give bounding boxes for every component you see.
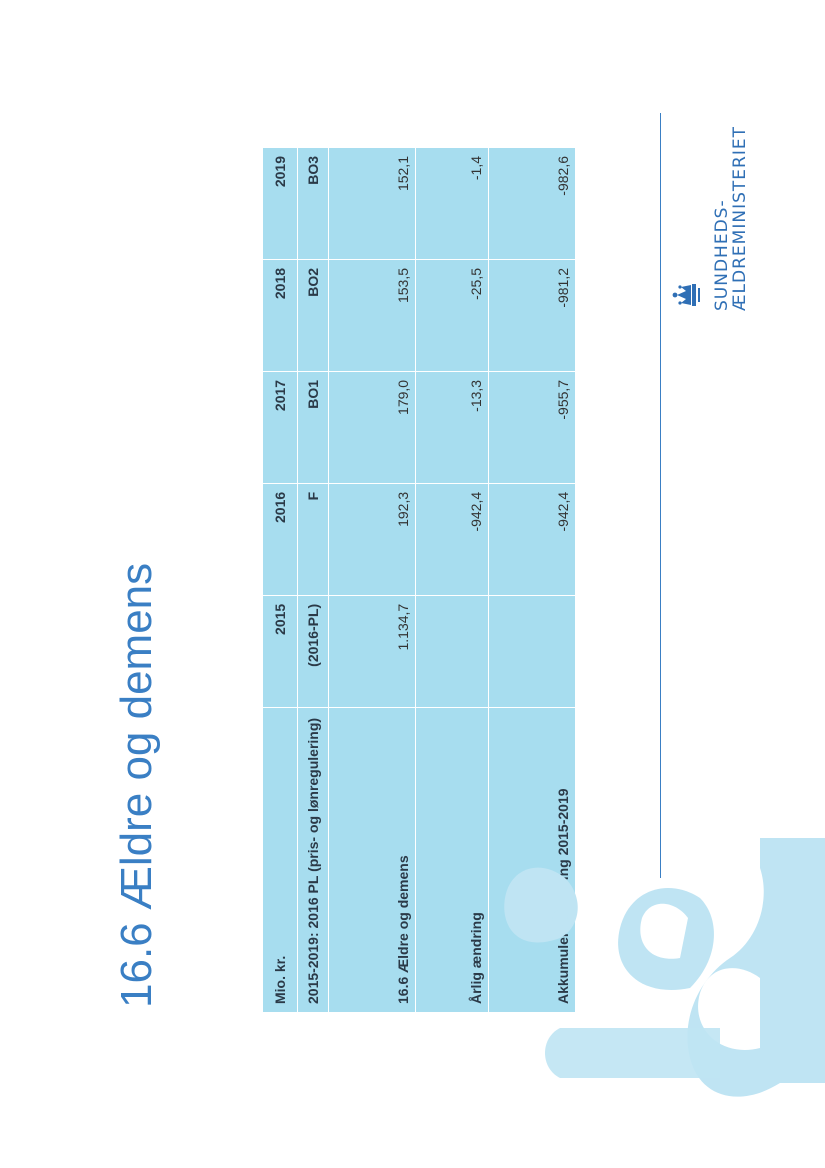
subheader-value: BO2 — [298, 259, 329, 371]
subheader-label: 2015-2019: 2016 PL (pris- og lønregulering) — [298, 707, 329, 1012]
crown-icon — [670, 280, 704, 310]
subheader-value: F — [298, 483, 329, 595]
year-2018: 2018 — [263, 259, 298, 371]
table-cell: -25,5 — [416, 259, 489, 371]
table-cell: 1.134,7 — [329, 595, 416, 707]
logo-line-2: ÆLDREMINISTERIET — [730, 126, 750, 311]
table-cell: -981,2 — [489, 259, 576, 371]
table-header-label: Mio. kr. — [263, 707, 298, 1012]
year-2016: 2016 — [263, 483, 298, 595]
row-label: 16.6 Ældre og demens — [329, 707, 416, 1012]
table-cell — [489, 595, 576, 707]
table-cell: -942,4 — [416, 483, 489, 595]
subheader-value: (2016-PL) — [298, 595, 329, 707]
table-cell: 192,3 — [329, 483, 416, 595]
row-label: Årlig ændring — [416, 707, 489, 1012]
table-cell: -982,6 — [489, 148, 576, 260]
table-cell: -1,4 — [416, 148, 489, 260]
page-title: 16.6 Ældre og demens — [112, 562, 161, 1008]
table-cell: 179,0 — [329, 371, 416, 483]
table-cell: 153,5 — [329, 259, 416, 371]
logo-line-1: SUNDHEDS- — [712, 199, 732, 311]
subheader-value: BO3 — [298, 148, 329, 260]
table-cell: 152,1 — [329, 148, 416, 260]
decorative-wave-graphic — [0, 838, 825, 1168]
table-cell — [416, 595, 489, 707]
table-cell: -13,3 — [416, 371, 489, 483]
table-cell: -942,4 — [489, 483, 576, 595]
table-cell: -955,7 — [489, 371, 576, 483]
divider-line — [660, 113, 661, 878]
subheader-value: BO1 — [298, 371, 329, 483]
year-2017: 2017 — [263, 371, 298, 483]
year-2015: 2015 — [263, 595, 298, 707]
year-2019: 2019 — [263, 148, 298, 260]
